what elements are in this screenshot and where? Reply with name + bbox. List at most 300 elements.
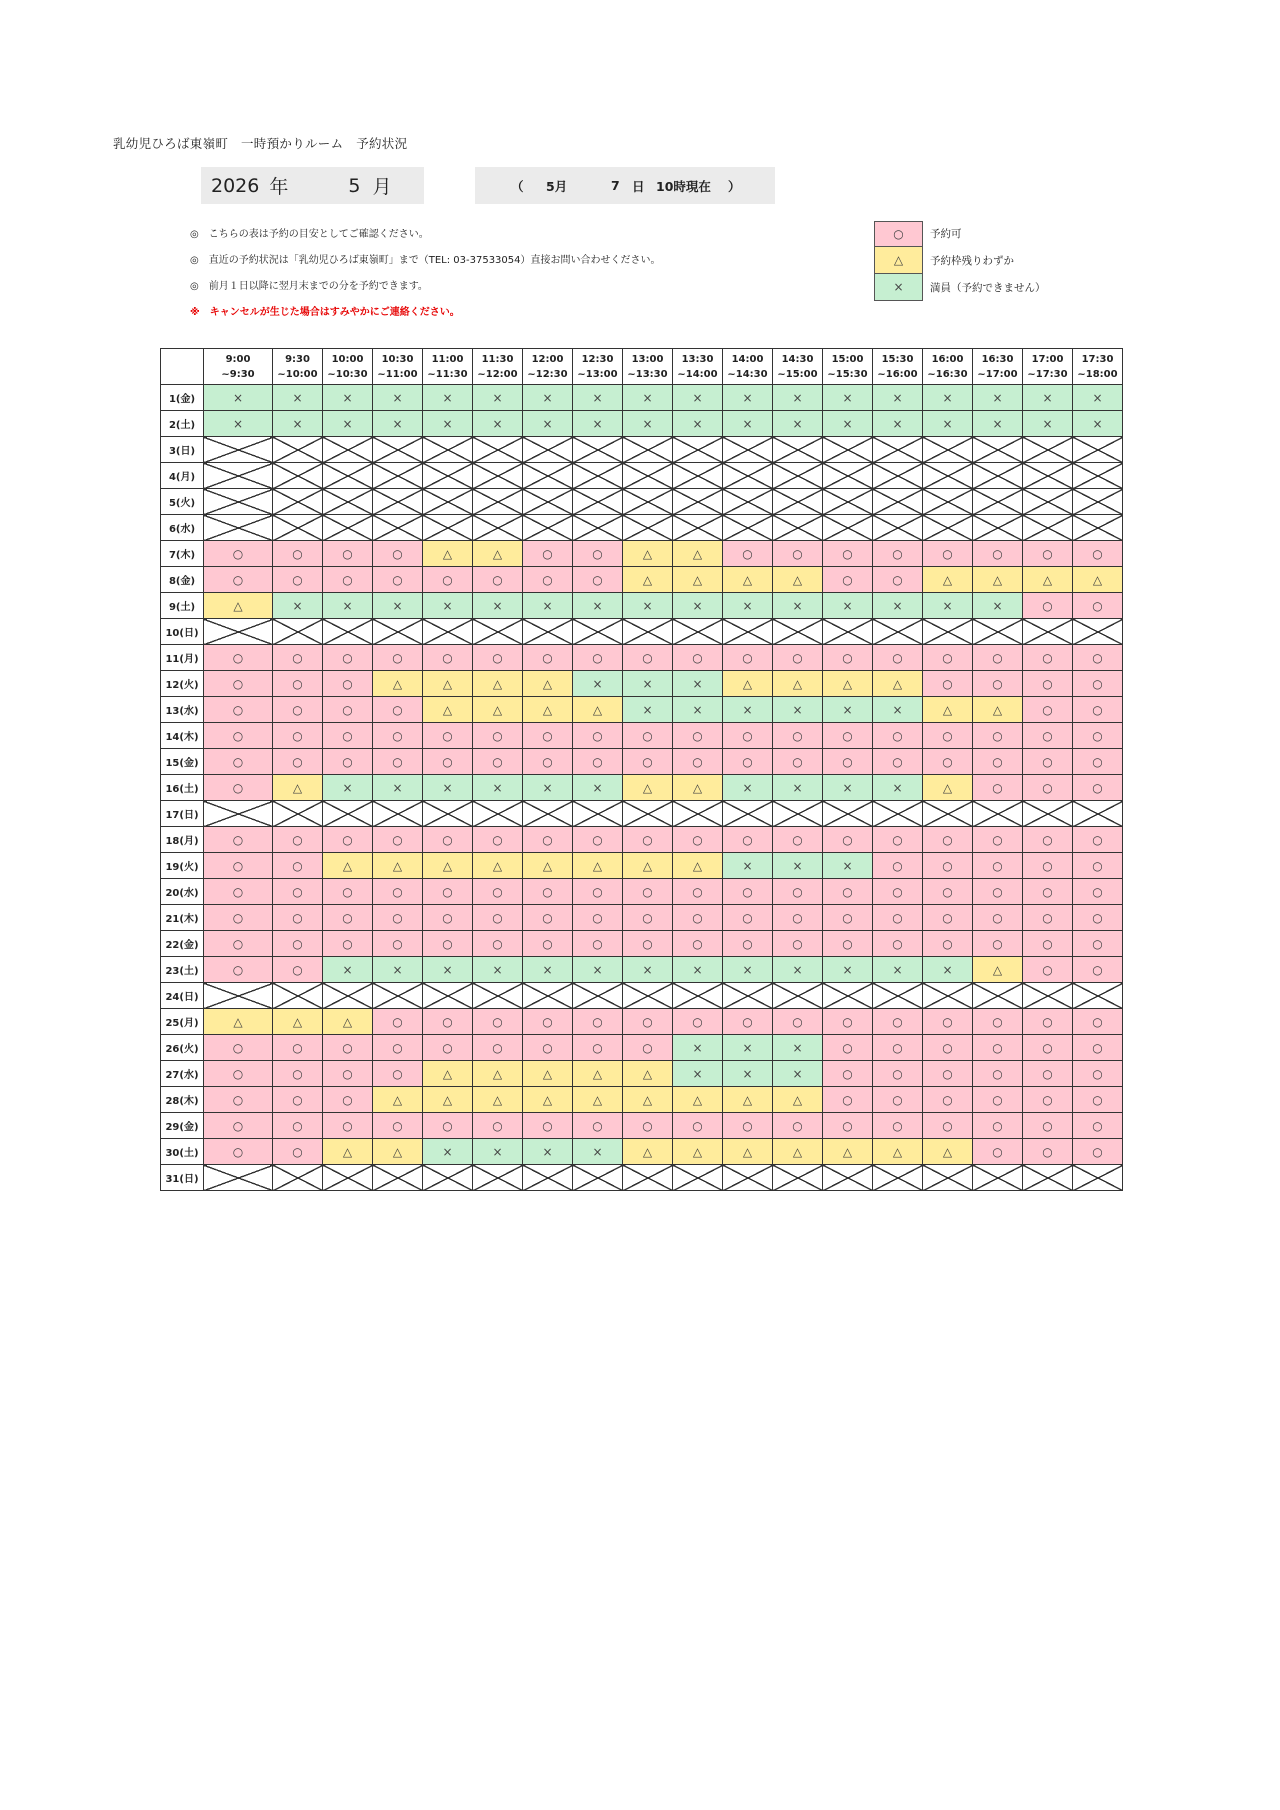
full-cell: × [373,957,423,983]
closed-cell [473,619,523,645]
available-cell: ○ [473,645,523,671]
available-cell: ○ [973,1009,1023,1035]
time-slot-end: ~14:00 [677,368,718,380]
available-cell: ○ [523,723,573,749]
available-cell: ○ [723,1113,773,1139]
few-left-cell: △ [523,671,573,697]
available-cell: ○ [1073,541,1123,567]
available-cell: ○ [873,1061,923,1087]
closed-cell [273,801,323,827]
closed-cell [623,983,673,1009]
closed-cell [423,515,473,541]
day-label: 19(火) [161,853,204,879]
closed-cell [423,983,473,1009]
year-month-box [201,167,424,204]
time-slot-start: 9:30 [285,353,310,365]
available-cell: ○ [423,749,473,775]
full-cell: × [323,593,373,619]
few-left-cell: △ [573,697,623,723]
available-cell: ○ [273,541,323,567]
page-title: 乳幼児ひろば東嶺町 一時預かりルーム 予約状況 [113,136,408,151]
status-close-paren: ） [728,178,741,194]
closed-cell [523,515,573,541]
day-label: 28(木) [161,1087,204,1113]
legend-swatch-available: ○ [874,221,923,247]
legend-item-available [874,220,1046,247]
table-row [161,385,1123,411]
few-left-cell: △ [923,775,973,801]
available-cell: ○ [273,1139,323,1165]
closed-cell [823,801,873,827]
available-cell: ○ [523,827,573,853]
time-slot-start: 13:00 [631,353,664,365]
available-cell: ○ [323,1035,373,1061]
closed-cell [673,619,723,645]
available-cell: ○ [773,723,823,749]
available-cell: ○ [923,723,973,749]
day-label: 1(金) [161,385,204,411]
available-cell: ○ [523,879,573,905]
closed-cell [273,437,323,463]
available-cell: ○ [1073,931,1123,957]
available-cell: ○ [623,645,673,671]
full-cell: × [923,957,973,983]
closed-cell [373,983,423,1009]
closed-cell [573,515,623,541]
available-cell: ○ [323,671,373,697]
few-left-cell: △ [373,1139,423,1165]
status-day: 7 [611,178,620,193]
available-cell: ○ [473,567,523,593]
day-label: 27(水) [161,1061,204,1087]
full-cell: × [573,671,623,697]
closed-cell [204,463,273,489]
time-slot-header [873,349,923,385]
day-label: 31(日) [161,1165,204,1191]
closed-cell [723,619,773,645]
closed-cell [723,801,773,827]
closed-cell [773,1165,823,1191]
table-row [161,801,1123,827]
full-cell: × [723,385,773,411]
available-cell: ○ [204,723,273,749]
few-left-cell: △ [723,1139,773,1165]
table-row [161,541,1123,567]
available-cell: ○ [1023,723,1073,749]
closed-cell [973,1165,1023,1191]
available-cell: ○ [873,749,923,775]
available-cell: ○ [204,1035,273,1061]
full-cell: × [373,593,423,619]
time-slot-end: ~14:30 [727,368,768,380]
available-cell: ○ [1073,1061,1123,1087]
time-slot-start: 14:00 [731,353,764,365]
available-cell: ○ [1023,1113,1073,1139]
closed-cell [523,463,573,489]
time-slot-header [923,349,973,385]
available-cell: ○ [673,879,723,905]
day-label: 10(日) [161,619,204,645]
available-cell: ○ [273,957,323,983]
available-cell: ○ [423,1009,473,1035]
available-cell: ○ [973,1139,1023,1165]
closed-cell [823,983,873,1009]
closed-cell [204,983,273,1009]
full-cell: × [823,775,873,801]
available-cell: ○ [673,931,723,957]
status-time: 10時現在 [656,178,711,194]
available-cell: ○ [823,827,873,853]
day-label: 30(土) [161,1139,204,1165]
available-cell: ○ [423,1035,473,1061]
closed-cell [1073,515,1123,541]
available-cell: ○ [204,645,273,671]
few-left-cell: △ [273,1009,323,1035]
few-left-cell: △ [673,1139,723,1165]
day-label: 2(土) [161,411,204,437]
available-cell: ○ [873,1113,923,1139]
few-left-cell: △ [773,567,823,593]
time-slot-end: ~17:30 [1027,368,1068,380]
note-1: ◎ こちらの表は予約の目安としてご確認ください。 [190,229,429,240]
few-left-cell: △ [523,697,573,723]
few-left-cell: △ [323,1009,373,1035]
available-cell: ○ [323,1113,373,1139]
time-slot-header [423,349,473,385]
available-cell: ○ [823,1061,873,1087]
available-cell: ○ [523,905,573,931]
closed-cell [573,1165,623,1191]
time-slot-end: ~10:00 [277,368,318,380]
full-cell: × [273,593,323,619]
closed-cell [423,437,473,463]
full-cell: × [773,853,823,879]
available-cell: ○ [1073,1139,1123,1165]
closed-cell [773,801,823,827]
full-cell: × [823,697,873,723]
closed-cell [723,463,773,489]
closed-cell [923,489,973,515]
full-cell: × [673,697,723,723]
full-cell: × [473,385,523,411]
closed-cell [1023,619,1073,645]
full-cell: × [204,411,273,437]
full-cell: × [623,385,673,411]
closed-cell [873,1165,923,1191]
available-cell: ○ [923,749,973,775]
available-cell: ○ [204,697,273,723]
closed-cell [973,619,1023,645]
closed-cell [573,463,623,489]
available-cell: ○ [273,931,323,957]
full-cell: × [773,775,823,801]
full-cell: × [873,697,923,723]
closed-cell [323,463,373,489]
available-cell: ○ [573,749,623,775]
available-cell: ○ [373,541,423,567]
time-slot-end: ~16:00 [877,368,918,380]
table-header-row [161,349,1123,385]
available-cell: ○ [673,1113,723,1139]
available-cell: ○ [523,541,573,567]
few-left-cell: △ [723,671,773,697]
day-label: 21(木) [161,905,204,931]
closed-cell [923,515,973,541]
full-cell: × [723,957,773,983]
time-slot-start: 16:30 [981,353,1014,365]
available-cell: ○ [923,671,973,697]
available-cell: ○ [423,879,473,905]
closed-cell [1073,619,1123,645]
time-slot-header [473,349,523,385]
few-left-cell: △ [523,1061,573,1087]
available-cell: ○ [323,827,373,853]
closed-cell [323,489,373,515]
available-cell: ○ [573,1113,623,1139]
table-row [161,1035,1123,1061]
closed-cell [923,983,973,1009]
few-left-cell: △ [773,1139,823,1165]
available-cell: ○ [923,905,973,931]
available-cell: ○ [973,879,1023,905]
available-cell: ○ [423,723,473,749]
available-cell: ○ [573,567,623,593]
full-cell: × [423,957,473,983]
day-label: 22(金) [161,931,204,957]
few-left-cell: △ [773,671,823,697]
time-slot-end: ~18:00 [1077,368,1118,380]
full-cell: × [323,411,373,437]
available-cell: ○ [973,931,1023,957]
few-left-cell: △ [873,671,923,697]
closed-cell [573,983,623,1009]
time-slot-header [204,349,273,385]
available-cell: ○ [1023,1035,1073,1061]
full-cell: × [723,411,773,437]
available-cell: ○ [823,1087,873,1113]
time-slot-end: ~11:30 [427,368,468,380]
status-box [475,167,775,204]
time-slot-header [573,349,623,385]
full-cell: × [473,411,523,437]
full-cell: × [573,1139,623,1165]
few-left-cell: △ [673,567,723,593]
closed-cell [873,619,923,645]
available-cell: ○ [973,1061,1023,1087]
few-left-cell: △ [973,697,1023,723]
available-cell: ○ [1023,775,1073,801]
available-cell: ○ [1023,905,1073,931]
closed-cell [1023,437,1073,463]
few-left-cell: △ [973,957,1023,983]
available-cell: ○ [204,1139,273,1165]
full-cell: × [973,411,1023,437]
available-cell: ○ [573,879,623,905]
day-label: 12(火) [161,671,204,697]
available-cell: ○ [623,1113,673,1139]
full-cell: × [873,411,923,437]
available-cell: ○ [373,1113,423,1139]
table-row [161,1139,1123,1165]
closed-cell [923,801,973,827]
available-cell: ○ [773,931,823,957]
closed-cell [1023,801,1073,827]
available-cell: ○ [773,541,823,567]
available-cell: ○ [973,1113,1023,1139]
full-cell: × [573,593,623,619]
closed-cell [873,437,923,463]
year-label: 年 [269,176,289,198]
available-cell: ○ [1023,697,1073,723]
available-cell: ○ [573,905,623,931]
time-slot-start: 10:00 [331,353,364,365]
few-left-cell: △ [473,697,523,723]
available-cell: ○ [323,567,373,593]
available-cell: ○ [204,1113,273,1139]
table-row [161,697,1123,723]
closed-cell [523,437,573,463]
available-cell: ○ [373,931,423,957]
closed-cell [623,463,673,489]
full-cell: × [573,385,623,411]
available-cell: ○ [723,723,773,749]
few-left-cell: △ [323,1139,373,1165]
full-cell: × [723,697,773,723]
few-left-cell: △ [473,1087,523,1113]
closed-cell [823,437,873,463]
reservation-table [160,348,1123,1191]
time-slot-header [523,349,573,385]
full-cell: × [973,385,1023,411]
closed-cell [723,489,773,515]
table-row [161,905,1123,931]
closed-cell [623,437,673,463]
available-cell: ○ [1073,879,1123,905]
available-cell: ○ [204,957,273,983]
closed-cell [723,983,773,1009]
note-warning: ※ キャンセルが生じた場合はすみやかにご連絡ください。 [190,307,460,318]
closed-cell [823,515,873,541]
available-cell: ○ [523,1009,573,1035]
time-slot-end: ~12:00 [477,368,518,380]
full-cell: × [673,411,723,437]
available-cell: ○ [373,723,423,749]
available-cell: ○ [373,567,423,593]
few-left-cell: △ [573,853,623,879]
available-cell: ○ [273,905,323,931]
available-cell: ○ [373,1035,423,1061]
available-cell: ○ [523,1113,573,1139]
full-cell: × [373,775,423,801]
available-cell: ○ [204,671,273,697]
few-left-cell: △ [723,567,773,593]
time-slot-start: 15:00 [831,353,864,365]
few-left-cell: △ [473,1061,523,1087]
available-cell: ○ [273,1035,323,1061]
available-cell: ○ [1073,1113,1123,1139]
legend-item-few-left [874,247,1046,274]
time-slot-header [273,349,323,385]
available-cell: ○ [573,1009,623,1035]
available-cell: ○ [973,1035,1023,1061]
available-cell: ○ [473,905,523,931]
available-cell: ○ [873,645,923,671]
available-cell: ○ [923,541,973,567]
available-cell: ○ [423,931,473,957]
table-row [161,1087,1123,1113]
closed-cell [423,489,473,515]
available-cell: ○ [873,723,923,749]
available-cell: ○ [823,879,873,905]
available-cell: ○ [723,749,773,775]
available-cell: ○ [923,1113,973,1139]
available-cell: ○ [973,749,1023,775]
available-cell: ○ [273,1113,323,1139]
closed-cell [573,489,623,515]
closed-cell [523,801,573,827]
full-cell: × [523,385,573,411]
full-cell: × [523,957,573,983]
time-slot-end: ~15:30 [827,368,868,380]
closed-cell [823,1165,873,1191]
closed-cell [373,463,423,489]
day-label: 24(日) [161,983,204,1009]
closed-cell [273,983,323,1009]
available-cell: ○ [873,567,923,593]
available-cell: ○ [823,1009,873,1035]
full-cell: × [573,411,623,437]
day-label: 8(金) [161,567,204,593]
few-left-cell: △ [923,567,973,593]
available-cell: ○ [623,879,673,905]
closed-cell [773,489,823,515]
closed-cell [573,437,623,463]
time-slot-header [973,349,1023,385]
full-cell: × [773,411,823,437]
full-cell: × [873,957,923,983]
closed-cell [573,619,623,645]
available-cell: ○ [423,827,473,853]
few-left-cell: △ [823,671,873,697]
few-left-cell: △ [423,671,473,697]
available-cell: ○ [723,931,773,957]
full-cell: × [1023,411,1073,437]
closed-cell [473,515,523,541]
time-slot-end: ~13:00 [577,368,618,380]
closed-cell [1023,515,1073,541]
few-left-cell: △ [373,1087,423,1113]
available-cell: ○ [573,1035,623,1061]
full-cell: × [773,697,823,723]
time-slot-header [323,349,373,385]
available-cell: ○ [423,905,473,931]
full-cell: × [373,385,423,411]
available-cell: ○ [573,827,623,853]
closed-cell [723,515,773,541]
available-cell: ○ [623,1009,673,1035]
full-cell: × [873,593,923,619]
few-left-cell: △ [1073,567,1123,593]
available-cell: ○ [573,645,623,671]
full-cell: × [823,593,873,619]
few-left-cell: △ [673,853,723,879]
available-cell: ○ [273,879,323,905]
closed-cell [673,489,723,515]
available-cell: ○ [973,905,1023,931]
available-cell: ○ [473,1009,523,1035]
legend [874,220,1046,301]
available-cell: ○ [204,749,273,775]
